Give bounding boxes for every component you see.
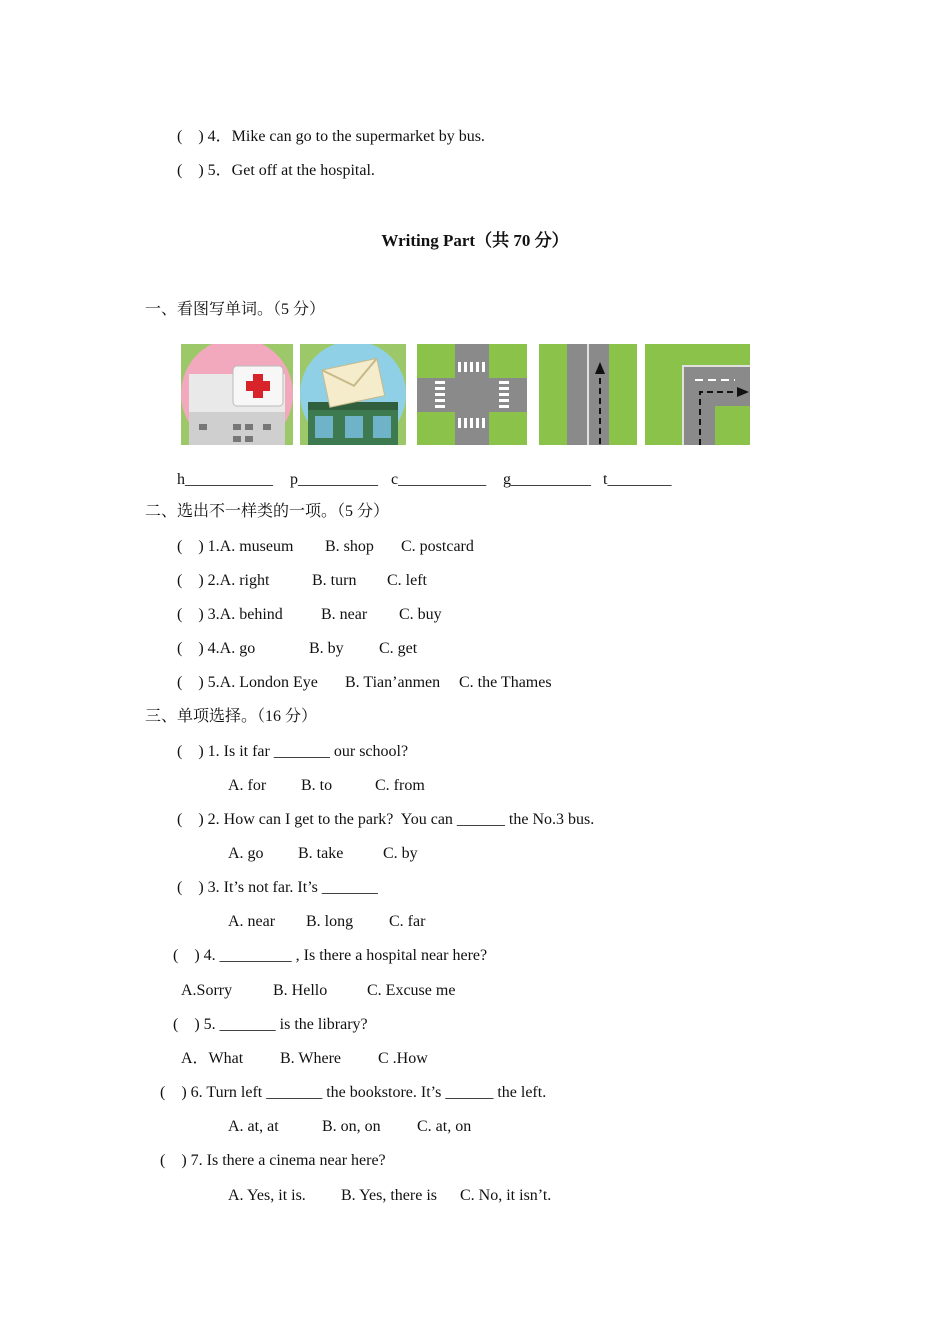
s2-q4-option-c: C. get [379, 640, 418, 657]
s3-q7-option-c: C. No, it isn’t. [460, 1187, 552, 1204]
blank-g[interactable]: g__________ [503, 471, 591, 488]
s3-q3-option-b: B. long [306, 913, 354, 930]
s2-q5-option-b: B. Tian’anmen [345, 674, 441, 691]
s2-q3-option-c: C. buy [399, 606, 442, 623]
s3-q1-option-b: B. to [301, 777, 333, 794]
s3-q4-option-b: B. Hello [273, 982, 328, 999]
s3-q5-option-c: C .How [378, 1050, 428, 1067]
s3-q4-option-c: C. Excuse me [367, 982, 456, 999]
s2-q2-option-c: C. left [387, 572, 427, 589]
section1-heading: 一、看图写单词。（5 分） [145, 301, 326, 318]
s2-q4-option-b: B. by [309, 640, 344, 657]
s2-q1-option-c: C. postcard [401, 538, 474, 555]
post-office-icon [300, 344, 406, 445]
listening-item-4: ( ) 4．Mike can go to the supermarket by bus. [177, 128, 485, 145]
s3-q2-option-b: B. take [298, 845, 344, 862]
s3-q7: ( ) 7. Is there a cinema near here? [160, 1152, 386, 1169]
listening-item-5: ( ) 5．Get off at the hospital. [177, 162, 375, 179]
turn-icon [645, 344, 750, 445]
blank-c[interactable]: c___________ [391, 471, 487, 488]
s3-q2: ( ) 2. How can I get to the park? You can ______ the No.3 bus. [177, 811, 595, 828]
s2-q1: ( ) 1.A. museum [177, 538, 294, 555]
s3-q4-option-a: A.Sorry [181, 982, 233, 999]
section3-heading: 三、单项选择。（16 分） [145, 708, 318, 725]
s3-q3-option-a: A. near [228, 913, 276, 930]
s2-q5-option-c: C. the Thames [459, 674, 552, 691]
s2-q5: ( ) 5.A. London Eye [177, 674, 318, 691]
s3-q6-option-b: B. on, on [322, 1118, 381, 1135]
go-straight-icon [539, 344, 637, 445]
page-title: Writing Part（共 70 分） [381, 231, 569, 250]
s3-q2-option-a: A. go [228, 845, 264, 862]
s3-q5-option-b: B. Where [280, 1050, 342, 1067]
blank-p[interactable]: p__________ [290, 471, 378, 488]
s2-q3: ( ) 3.A. behind [177, 606, 283, 623]
hospital-icon [181, 344, 293, 445]
s3-q7-option-b: B. Yes, there is [341, 1187, 438, 1204]
s2-q1-option-b: B. shop [325, 538, 374, 555]
section2-heading: 二、选出不一样类的一项。（5 分） [145, 503, 390, 520]
s3-q1: ( ) 1. Is it far _______ our school? [177, 743, 409, 760]
s3-q2-option-c: C. by [383, 845, 418, 862]
blank-h[interactable]: h___________ [177, 471, 273, 488]
s3-q3: ( ) 3. It’s not far. It’s _______ [177, 879, 378, 896]
s3-q1-option-c: C. from [375, 777, 425, 794]
s3-q7-option-a: A. Yes, it is. [228, 1187, 306, 1204]
s2-q2-option-b: B. turn [312, 572, 357, 589]
s3-q6-option-a: A. at, at [228, 1118, 279, 1135]
s3-q1-option-a: A. for [228, 777, 267, 794]
s3-q6: ( ) 6. Turn left _______ the bookstore. It’s ______ the left. [160, 1084, 547, 1101]
s2-q2: ( ) 2.A. right [177, 572, 270, 589]
s3-q6-option-c: C. at, on [417, 1118, 472, 1135]
s2-q3-option-b: B. near [321, 606, 368, 623]
blank-t[interactable]: t________ [603, 471, 672, 488]
s3-q3-option-c: C. far [389, 913, 426, 930]
s3-q5-option-a: A．What [181, 1050, 244, 1067]
s3-q4: ( ) 4. _________ , Is there a hospital near here? [173, 947, 488, 964]
crossing-icon [417, 344, 527, 445]
s3-q5: ( ) 5. _______ is the library? [173, 1016, 368, 1033]
s2-q4: ( ) 4.A. go [177, 640, 256, 657]
